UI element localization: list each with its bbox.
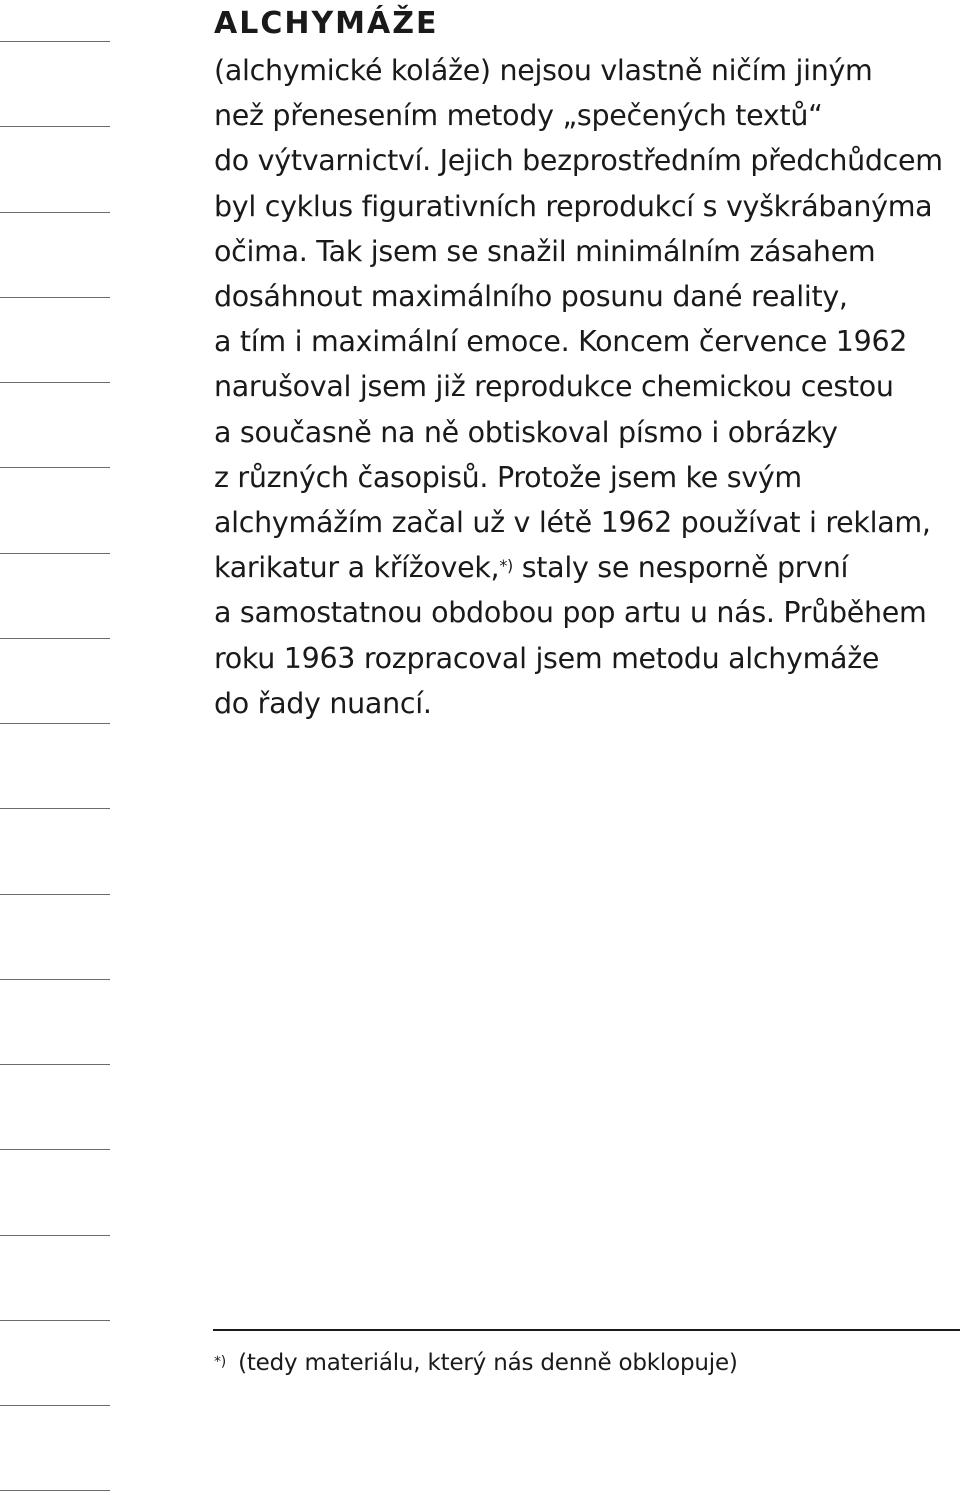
text-fragment: staly se nesporně první (521, 551, 849, 585)
ruler-line (0, 979, 110, 980)
text-line: do výtvarnictví. Jejich bezprostředním předchůdcem (214, 144, 943, 178)
footnote-marker (214, 1345, 226, 1381)
text-line: a tím i maximální emoce. Koncem července 1962 (214, 325, 908, 359)
footnote-marker-text: *) (214, 1354, 227, 1370)
footnote-reference: *) (499, 556, 513, 576)
ruler-line (0, 553, 110, 554)
text-line: narušoval jsem již reprodukce chemickou cestou (214, 370, 894, 404)
footnote-text: (tedy materiálu, který nás denně obklopuje) (238, 1350, 738, 1376)
text-line: a samostatnou obdobou pop artu u nás. Průběhem (214, 596, 927, 630)
body-paragraph (214, 48, 954, 726)
ruler-line (0, 1320, 110, 1321)
ruler-line (0, 723, 110, 724)
ruler-line (0, 212, 110, 213)
ruler-line (0, 1235, 110, 1236)
ruler-line (0, 297, 110, 298)
text-line: než přenesením metody „spečených textů“ (214, 99, 823, 133)
ruler-line (0, 41, 110, 42)
ruler-line (0, 638, 110, 639)
text-line: roku 1963 rozpracoval jsem metodu alchymáže (214, 641, 880, 675)
ruler-line (0, 894, 110, 895)
text-line-with-footnote-ref (214, 545, 954, 590)
margin-ruler (0, 0, 110, 1495)
footnote-divider (213, 1329, 960, 1331)
text-line: očima. Tak jsem se snažil minimálním zásahem (214, 234, 876, 268)
ruler-line (0, 808, 110, 809)
ruler-line (0, 1490, 110, 1491)
text-line: a současně na ně obtiskoval písmo i obrázky (214, 415, 838, 449)
section-heading: ALCHYMÁŽE (214, 6, 439, 41)
text-line: z různých časopisů. Protože jsem ke svým (214, 460, 802, 494)
text-line: alchymážím začal už v létě 1962 používat i reklam, (214, 506, 931, 540)
ruler-line (0, 126, 110, 127)
ruler-line (0, 1149, 110, 1150)
text-fragment: karikatur a křížovek, (214, 551, 500, 585)
text-line: (alchymické koláže) nejsou vlastně ničím jiným (214, 54, 873, 87)
ruler-line (0, 1405, 110, 1406)
text-line: dosáhnout maximálního posunu dané reality, (214, 280, 848, 314)
ruler-line (0, 467, 110, 468)
text-line: byl cyklus figurativních reprodukcí s vyškrábanýma (214, 189, 933, 223)
ruler-line (0, 382, 110, 383)
footnote (214, 1345, 738, 1381)
text-line: do řady nuancí. (214, 686, 432, 720)
ruler-line (0, 1064, 110, 1065)
